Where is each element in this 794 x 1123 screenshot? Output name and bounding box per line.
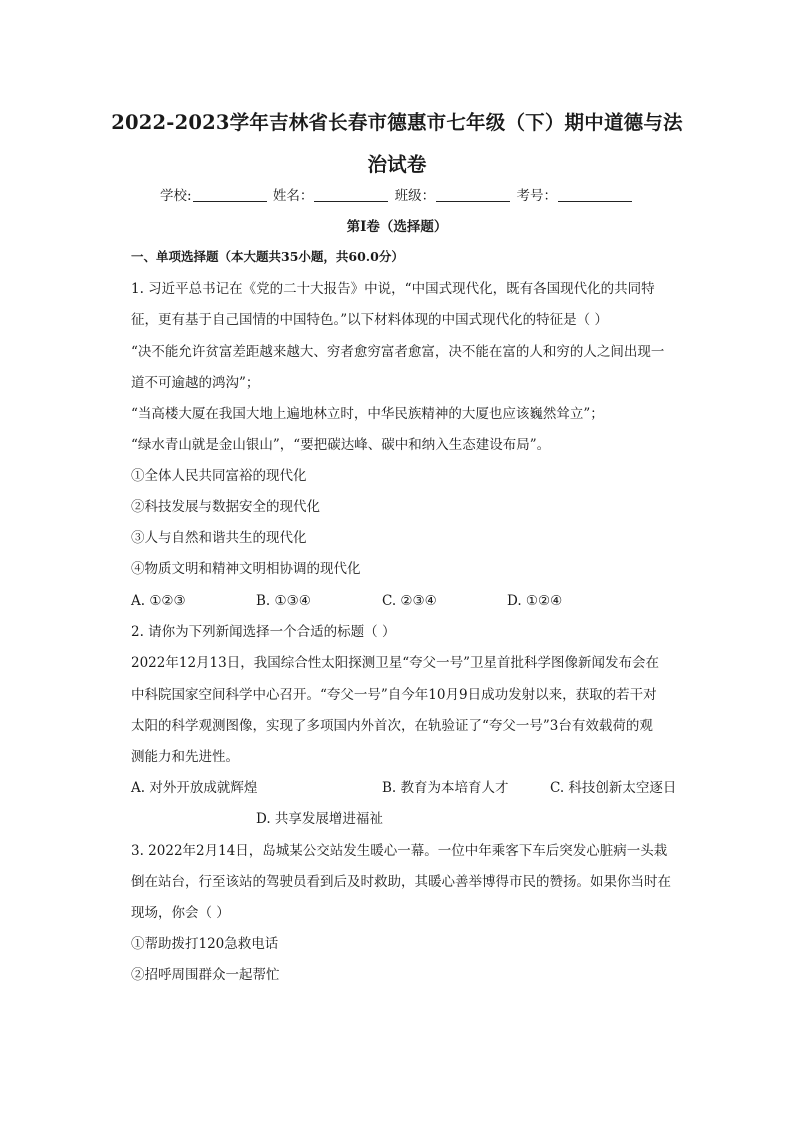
q1-statement: ①全体人民共同富裕的现代化 xyxy=(131,468,307,484)
q1-statement: ③人与自然和谐共生的现代化 xyxy=(131,530,307,546)
q3-statement: ①帮助拨打120急救电话 xyxy=(131,936,279,952)
q1-statement: ②科技发展与数据安全的现代化 xyxy=(131,499,320,515)
q3-line: 现场，你会（ ） xyxy=(131,905,230,921)
school-blank xyxy=(193,187,267,202)
exam-number-blank xyxy=(558,187,632,202)
exam-number-label: 考号： xyxy=(516,188,557,204)
q3-line: 倒在站台，行至该站的驾驶员看到后及时救助，其暖心善举博得市民的赞扬。如果你当时在 xyxy=(131,874,671,890)
q1-line: 1. 习近平总书记在《党的二十大报告》中说，“中国式现代化，既有各国现代化的共同特 xyxy=(131,281,655,297)
exam-title-line-1: 2022-2023学年吉林省长春市德惠市七年级（下）期中道德与法 xyxy=(111,111,683,134)
class-blank xyxy=(436,187,510,202)
q2-option-c: C. 科技创新太空逐日 xyxy=(550,780,677,796)
q1-option-a: A. ①②③ xyxy=(131,593,186,609)
q2-option-d: D. 共享发展增进福祉 xyxy=(256,811,383,827)
q2-line: 测能力和先进性。 xyxy=(131,749,239,765)
exam-title-line-2: 治试卷 xyxy=(367,153,427,176)
section-title: 一、单项选择题（本大题共35小题，共60.0分） xyxy=(131,249,404,264)
student-info-fields xyxy=(0,186,794,206)
part-title: 第I卷（选择题） xyxy=(346,219,448,235)
q1-option-c: C. ②③④ xyxy=(382,593,437,609)
q1-line: “当高楼大厦在我国大地上遍地林立时，中华民族精神的大厦也应该巍然耸立”； xyxy=(131,406,604,422)
q2-line: 2022年12月13日，我国综合性太阳探测卫星“夸父一号”卫星首批科学图像新闻发布会在 xyxy=(131,655,660,671)
q2-line: 太阳的科学观测图像，实现了多项国内外首次，在轨验证了“夸父一号”3台有效载荷的观 xyxy=(131,718,653,734)
class-label: 班级： xyxy=(394,188,436,204)
q2-line: 中科院国家空间科学中心召开。“夸父一号”自今年10月9日成功发射以来，获取的若干对 xyxy=(131,687,657,703)
q2-line: 2. 请你为下列新闻选择一个合适的标题（ ） xyxy=(131,624,396,640)
name-label: 姓名： xyxy=(272,188,314,204)
q1-statement: ④物质文明和精神文明相协调的现代化 xyxy=(131,561,361,577)
q1-line: “决不能允许贫富差距越来越大、穷者愈穷富者愈富，决不能在富的人和穷的人之间出现一 xyxy=(131,344,665,360)
q2-option-b: B. 教育为本培育人才 xyxy=(382,780,509,796)
q1-option-b: B. ①③④ xyxy=(256,593,311,609)
school-label: 学校: xyxy=(160,188,192,204)
q1-line: 道不可逾越的鸿沟”； xyxy=(131,375,260,391)
q2-option-a: A. 对外开放成就辉煌 xyxy=(131,780,258,796)
q3-line: 3. 2022年2月14日，岛城某公交站发生暖心一幕。一位中年乘客下车后突发心脏病一头栽 xyxy=(131,843,668,859)
exam-title xyxy=(100,102,694,186)
q1-option-d: D. ①②④ xyxy=(507,593,563,609)
name-blank xyxy=(314,187,388,202)
q3-statement: ②招呼周围群众一起帮忙 xyxy=(131,967,280,983)
q1-line: 征，更有基于自己国情的中国特色。”以下材料体现的中国式现代化的特征是（ ） xyxy=(131,312,608,328)
q1-line: “绿水青山就是金山银山”，“要把碳达峰、碳中和纳入生态建设布局”。 xyxy=(131,437,551,453)
